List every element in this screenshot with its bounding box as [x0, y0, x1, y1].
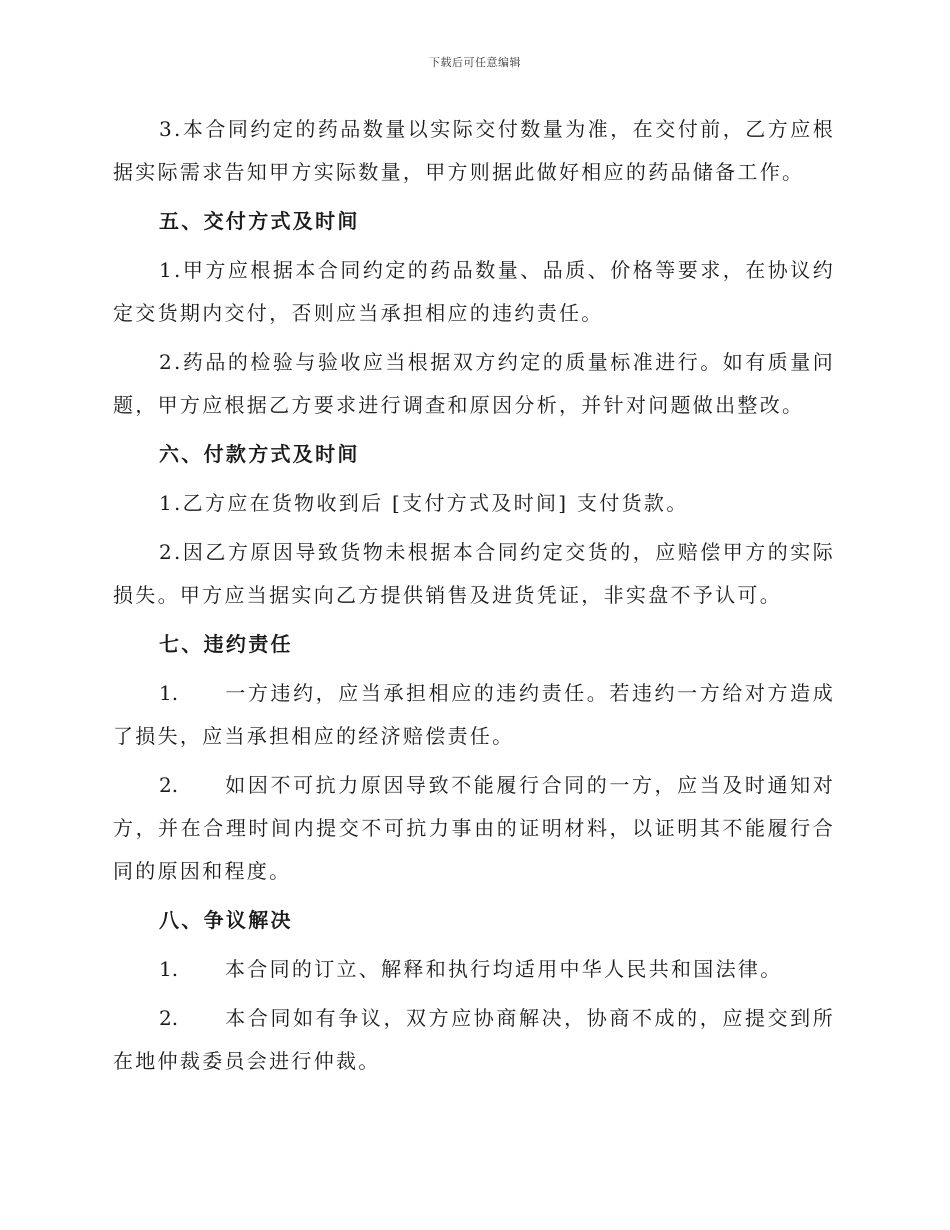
- clause-number: 2.: [159, 1006, 179, 1030]
- section-5-clause-1: 1.甲方应根据本合同约定的药品数量、品质、价格等要求，在协议约定交货期内交付，否则应当承担相应的违约责任。: [113, 258, 835, 325]
- section-8-heading: 八、争议解决: [159, 908, 293, 932]
- section-7-heading: 七、违约责任: [159, 632, 293, 656]
- section-7-clause-2: [113, 764, 835, 893]
- clause-number: 1.: [159, 957, 179, 981]
- section-6-heading: 六、付款方式及时间: [159, 442, 360, 466]
- section-6-clause-1: 1.乙方应在货物收到后 [支付方式及时间] 支付货款。: [159, 491, 689, 515]
- section-6-clause-2: 2.因乙方原因导致货物未根据本合同约定交货的，应赔偿甲方的实际损失。甲方应当据实向乙方提供销售及进货凭证，非实盘不予认可。: [113, 540, 835, 607]
- section-5-clause-2: 2.药品的检验与验收应当根据双方约定的质量标准进行。如有质量问题，甲方应根据乙方要求进行调查和原因分析，并针对问题做出整改。: [113, 350, 835, 417]
- clause-text: 本合同如有争议，双方应协商解决，协商不成的，应提交到所在地仲裁委员会进行仲裁。: [113, 1006, 835, 1073]
- clause-text: 本合同的订立、解释和执行均适用中华人民共和国法律。: [225, 957, 783, 981]
- clause-text: 一方违约，应当承担相应的违约责任。若违约一方给对方造成了损失，应当承担相应的经济赔偿责任。: [113, 681, 835, 748]
- section-8-clause-1: [113, 948, 835, 991]
- clause-number: 1.: [159, 681, 179, 705]
- section-8-clause-2: [113, 997, 835, 1083]
- clause-3-paragraph: 3.本合同约定的药品数量以实际交付数量为准，在交付前，乙方应根据实际需求告知甲方实际数量，甲方则据此做好相应的药品储备工作。: [113, 117, 835, 184]
- section-5-heading: 五、交付方式及时间: [159, 209, 360, 233]
- clause-number: 2.: [159, 773, 179, 797]
- section-7-clause-1: [113, 672, 835, 758]
- page-header: 下载后可任意编辑: [429, 56, 521, 69]
- clause-text: 如因不可抗力原因导致不能履行合同的一方，应当及时通知对方，并在合理时间内提交不可抗力事由的证明材料，以证明其不能履行合同的原因和程度。: [113, 773, 835, 883]
- document-body: [113, 108, 835, 1089]
